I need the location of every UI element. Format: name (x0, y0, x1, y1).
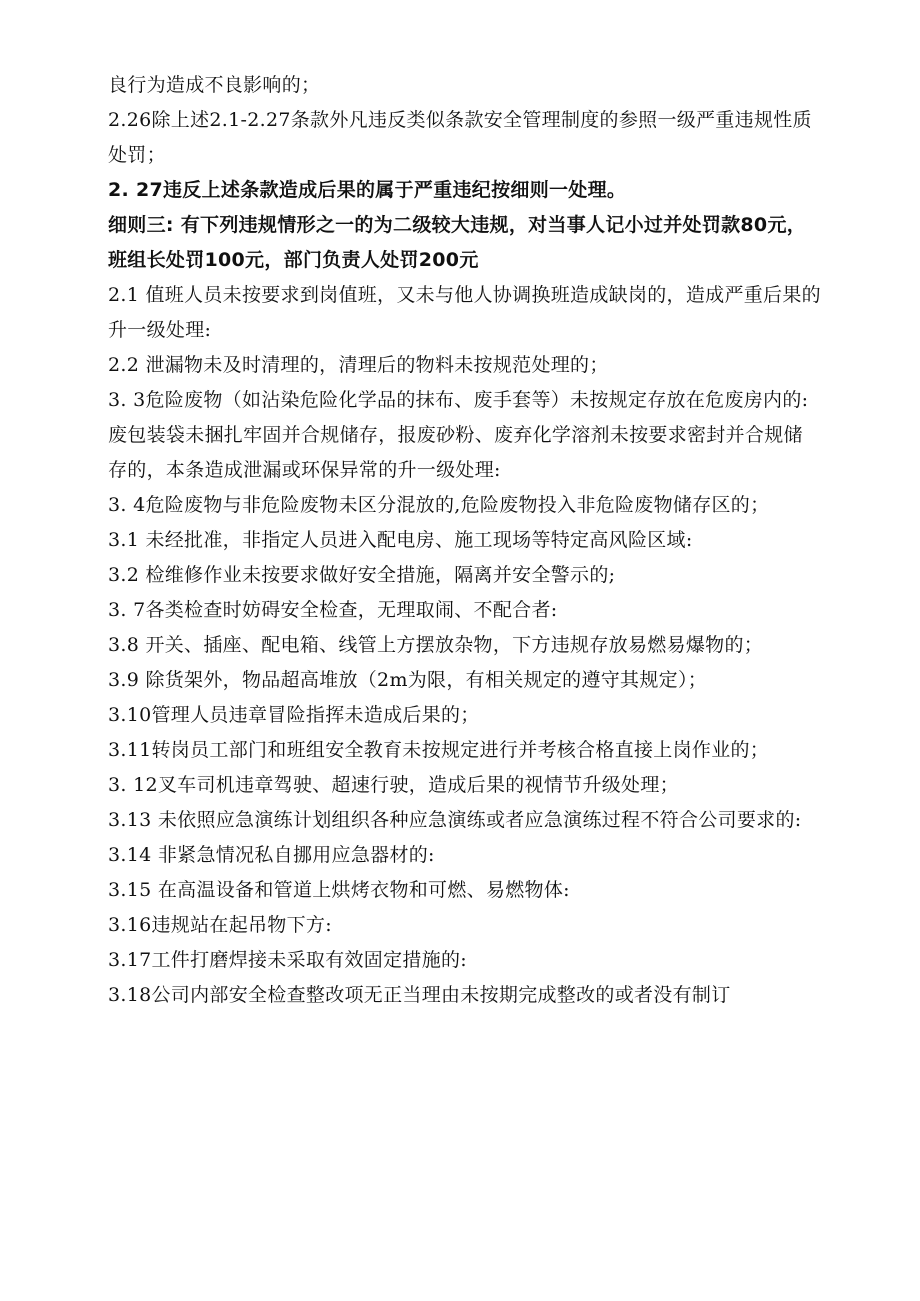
paragraph-item-3-8: 3.8 开关、插座、配电箱、线管上方摆放杂物，下方违规存放易燃易爆物的； (108, 634, 764, 656)
paragraph-item-2-1: 2.1 值班人员未按要求到岗值班，又未与他人协调换班造成缺岗的，造成严重后果的升一级处理: (108, 284, 821, 341)
section-heading-rule-three: 细则三: 有下列违规情形之一的为二级较大违规，对当事人记小过并处罚款80元，班组长处罚100元，部门负责人处罚200元 (108, 214, 807, 271)
paragraph-item-3-10: 3.10管理人员违章冒险指挥未造成后果的； (108, 704, 480, 726)
paragraph-item-3-4: 3. 4危险废物与非危险废物未区分混放的,危险废物投入非危险废物储存区的； (108, 494, 770, 516)
paragraph-item-3-18: 3.18公司内部安全检查整改项无正当理由未按期完成整改的或者没有制订 (108, 984, 731, 1006)
paragraph-item-3-1: 3.1 未经批准，非指定人员进入配电房、施工现场等特定高风险区域: (108, 529, 693, 551)
paragraph-continuation: 良行为造成不良影响的； (108, 74, 321, 96)
paragraph-item-3-12: 3. 12叉车司机违章驾驶、超速行驶，造成后果的视情节升级处理； (108, 774, 679, 796)
paragraph-item-3-15: 3.15 在高温设备和管道上烘烤衣物和可燃、易燃物体: (108, 879, 570, 901)
document-body (108, 68, 822, 1013)
paragraph-item-2-2: 2.2 泄漏物未及时清理的，清理后的物料未按规范处理的； (108, 354, 609, 376)
paragraph-item-3-7: 3. 7各类检查时妨碍安全检查，无理取闹、不配合者: (108, 599, 558, 621)
paragraph-item-2-27: 2. 27违反上述条款造成后果的属于严重违纪按细则一处理。 (108, 179, 627, 201)
paragraph-item-3-2: 3.2 检维修作业未按要求做好安全措施，隔离并安全警示的; (108, 564, 616, 586)
paragraph-item-3-17: 3.17工件打磨焊接未采取有效固定措施的: (108, 949, 468, 971)
paragraph-item-3-11: 3.11转岗员工部门和班组安全教育未按规定进行并考核合格直接上岗作业的； (108, 739, 770, 761)
paragraph-item-3-9: 3.9 除货架外，物品超高堆放（2m为限，有相关规定的遵守其规定）； (108, 669, 708, 691)
paragraph-item-3-3: 3. 3危险废物（如沾染危险化学品的抹布、废手套等）未按规定存放在危废房内的: 废包装袋未捆扎牢固并合规储存，报废砂粉、废弃化学溶剂未按要求密封并合规储存的，本条造成泄漏或环保异常的升一级处理: (108, 389, 809, 481)
paragraph-item-2-26: 2.26除上述2.1-2.27条款外凡违反类似条款安全管理制度的参照一级严重违规性质处罚； (108, 109, 812, 166)
paragraph-item-3-13: 3.13 未依照应急演练计划组织各种应急演练或者应急演练过程不符合公司要求的: (108, 809, 802, 831)
paragraph-item-3-14: 3.14 非紧急情况私自挪用应急器材的: (108, 844, 435, 866)
paragraph-item-3-16: 3.16违规站在起吊物下方: (108, 914, 332, 936)
